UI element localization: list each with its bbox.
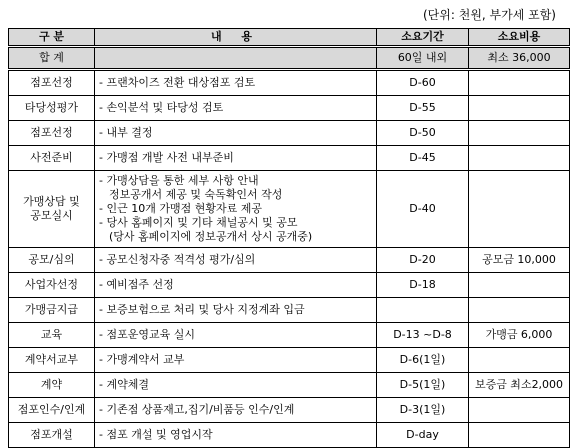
header-duration: 소요기간	[377, 29, 469, 47]
row-cost	[469, 273, 570, 298]
total-duration: 60일 내외	[377, 47, 469, 70]
table-row	[9, 423, 570, 448]
row-category	[9, 171, 95, 248]
row-duration: D-day	[377, 423, 469, 448]
total-row	[9, 47, 570, 70]
row-duration: D-55	[377, 96, 469, 121]
row-category: 공모/심의	[9, 248, 95, 273]
table-row	[9, 398, 570, 423]
row-content: - 보증보험으로 처리 및 당사 지정계좌 입금	[95, 298, 377, 323]
row-duration: D-18	[377, 273, 469, 298]
row-cost: 가맹금 6,000	[469, 323, 570, 348]
row-content: - 예비점주 선정	[95, 273, 377, 298]
row-category: 점포선정	[9, 70, 95, 96]
row-cost	[469, 96, 570, 121]
total-content	[95, 47, 377, 70]
row-category: 점포선정	[9, 121, 95, 146]
header-row	[9, 29, 570, 47]
header-cost: 소요비용	[469, 29, 570, 47]
franchise-schedule-table	[8, 28, 570, 448]
row-category: 교육	[9, 323, 95, 348]
header-content: 내 용	[95, 29, 377, 47]
row-duration: D-6(1일)	[377, 348, 469, 373]
row-duration: D-50	[377, 121, 469, 146]
row-content: - 손익분석 및 타당성 검토	[95, 96, 377, 121]
row-category: 사업자선정	[9, 273, 95, 298]
table-row	[9, 171, 570, 248]
row-category: 점포인수/인계	[9, 398, 95, 423]
row-cost	[469, 146, 570, 171]
row-category: 타당성평가	[9, 96, 95, 121]
row-cost	[469, 348, 570, 373]
table-row	[9, 96, 570, 121]
row-cost	[469, 171, 570, 248]
row-cost	[469, 398, 570, 423]
table-row	[9, 70, 570, 96]
row-content: - 점포 개설 및 영업시작	[95, 423, 377, 448]
row-content: - 가맹계약서 교부	[95, 348, 377, 373]
unit-note: (단위: 천원, 부가세 포함)	[423, 8, 556, 22]
row-content	[95, 171, 377, 248]
table-row	[9, 323, 570, 348]
row-duration	[377, 298, 469, 323]
row-cost: 공모금 10,000	[469, 248, 570, 273]
row-cost: 보증금 최소2,000	[469, 373, 570, 398]
table-row	[9, 248, 570, 273]
row-category: 점포개설	[9, 423, 95, 448]
total-cost: 최소 36,000	[469, 47, 570, 70]
row-content-line: 정보공개서 제공 및 숙독확인서 작성	[109, 188, 283, 201]
row-duration: D-20	[377, 248, 469, 273]
row-category-line: 공모실시	[30, 209, 73, 222]
row-content: - 공모신청자중 적격성 평가/심의	[95, 248, 377, 273]
row-category: 계약	[9, 373, 95, 398]
row-duration: D-60	[377, 70, 469, 96]
row-cost	[469, 121, 570, 146]
row-cost	[469, 423, 570, 448]
row-content-line: - 당사 홈페이지 및 기타 채널공시 및 공모	[99, 216, 298, 229]
table-row	[9, 121, 570, 146]
row-content: - 프랜차이즈 전환 대상점포 검토	[95, 70, 377, 96]
total-label: 합 계	[9, 47, 95, 70]
row-category: 가맹금지급	[9, 298, 95, 323]
row-content: - 내부 결정	[95, 121, 377, 146]
row-cost	[469, 70, 570, 96]
row-category: 사전준비	[9, 146, 95, 171]
row-content: - 계약체결	[95, 373, 377, 398]
table-row	[9, 273, 570, 298]
table-row	[9, 373, 570, 398]
row-content: - 점포운영교육 실시	[95, 323, 377, 348]
header-category: 구 분	[9, 29, 95, 47]
table-row	[9, 298, 570, 323]
table-row	[9, 348, 570, 373]
row-duration: D-45	[377, 146, 469, 171]
row-content: - 기존점 상품재고,집기/비품등 인수/인계	[95, 398, 377, 423]
table-row	[9, 146, 570, 171]
row-category: 계약서교부	[9, 348, 95, 373]
row-duration: D-40	[377, 171, 469, 248]
row-content-line: - 가맹상담을 통한 세부 사항 안내	[99, 174, 259, 187]
row-duration: D-13 ~D-8	[377, 323, 469, 348]
row-cost	[469, 298, 570, 323]
row-category-line: 가맹상담 및	[23, 195, 80, 208]
row-duration: D-3(1일)	[377, 398, 469, 423]
row-content: - 가맹점 개발 사전 내부준비	[95, 146, 377, 171]
row-content-line: (당사 홈페이지에 정보공개서 상시 공개중)	[109, 230, 313, 243]
row-content-line: - 인근 10개 가맹점 현황자료 제공	[99, 202, 262, 215]
row-duration: D-5(1일)	[377, 373, 469, 398]
